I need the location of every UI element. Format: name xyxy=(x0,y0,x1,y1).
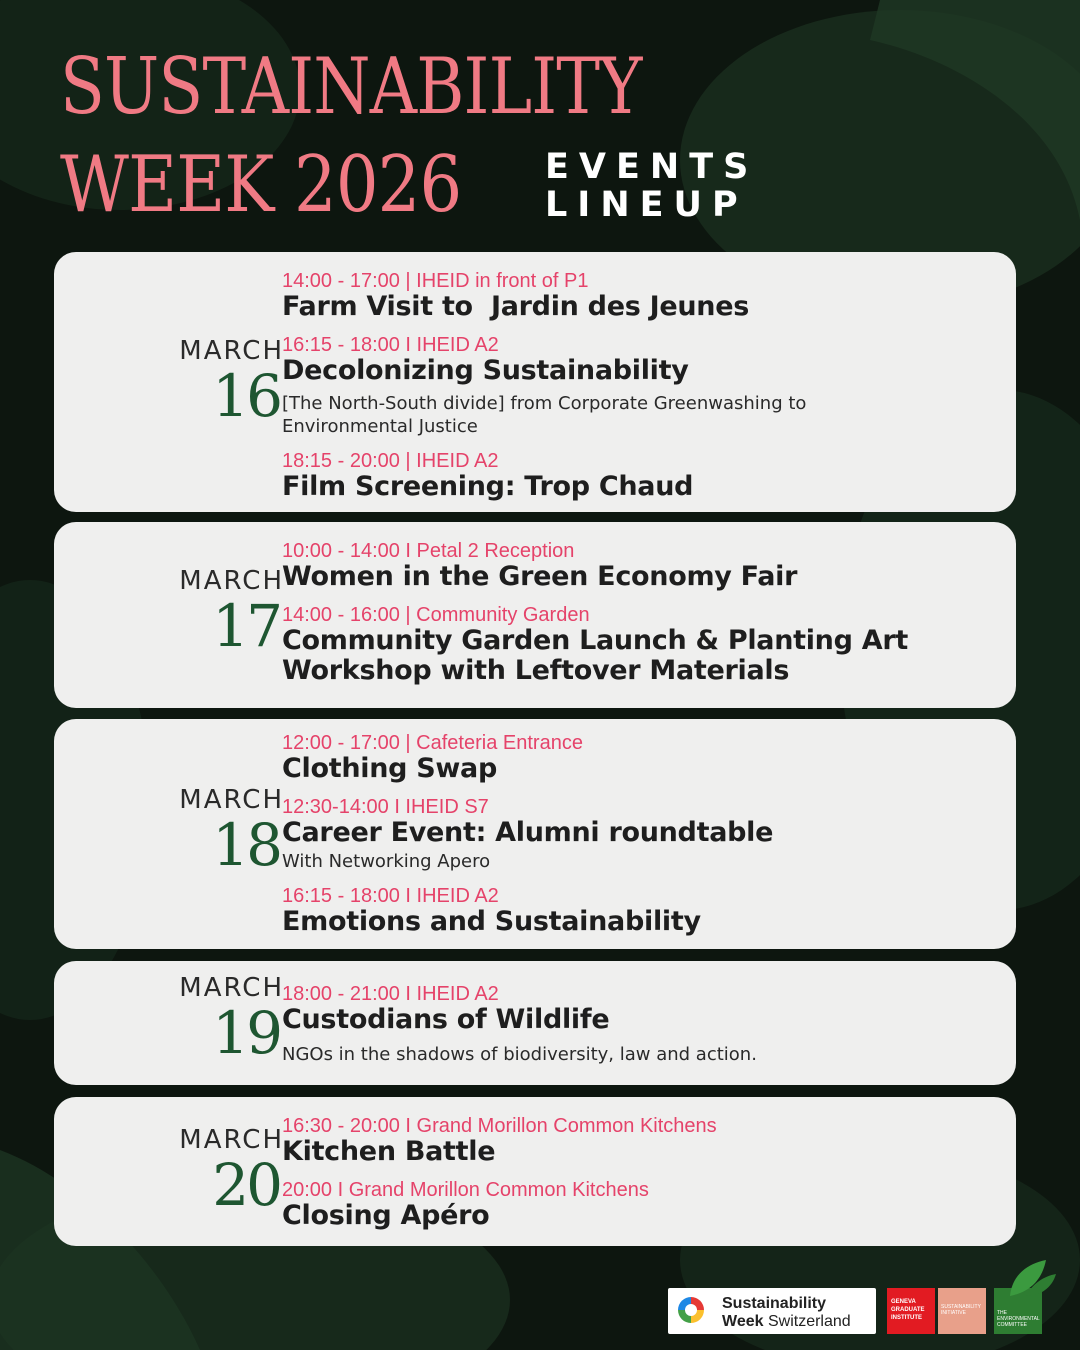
event-time-location: 16:15 - 18:00 I IHEID A2 xyxy=(282,885,499,907)
month-label: MARCH xyxy=(179,1125,284,1155)
date-block xyxy=(124,336,284,430)
event-title-line1: SUSTAINABILITY xyxy=(60,42,642,132)
month-label: MARCH xyxy=(179,336,284,366)
event-list xyxy=(282,540,986,686)
day-number: 19 xyxy=(212,999,280,1067)
event-time-location: 18:15 - 20:00 | IHEID A2 xyxy=(282,450,499,472)
event-title: Closing Apéro xyxy=(282,1200,490,1231)
event-title: Women in the Green Economy Fair xyxy=(282,561,798,592)
sw-logo-line2 xyxy=(722,1313,851,1331)
sustainability-initiative-logo: SUSTAINABILITY INITIATIVE xyxy=(938,1288,986,1334)
event-item xyxy=(282,1179,986,1231)
event-title: Film Screening: Trop Chaud xyxy=(282,471,694,502)
day-number: 16 xyxy=(212,362,280,430)
event-title: Farm Visit to Jardin des Jeunes xyxy=(282,291,749,322)
event-description: [The North-South divide] from Corporate Greenwashing to Environmental Justice xyxy=(282,393,807,437)
event-time-location: 14:00 - 16:00 | Community Garden xyxy=(282,604,590,626)
month-label: MARCH xyxy=(179,973,284,1003)
events-lineup-subtitle xyxy=(545,148,758,224)
event-time-location: 12:30-14:00 I IHEID S7 xyxy=(282,796,489,818)
event-title: Decolonizing Sustainability xyxy=(282,355,689,386)
event-description: NGOs in the shadows of biodiversity, law and action. xyxy=(282,1044,757,1065)
event-item xyxy=(282,732,986,784)
event-list xyxy=(282,1115,986,1231)
event-item xyxy=(282,450,986,502)
event-time-location: 10:00 - 14:00 I Petal 2 Reception xyxy=(282,540,575,562)
event-title: Career Event: Alumni roundtable xyxy=(282,817,774,848)
event-item xyxy=(282,540,986,592)
event-title: Clothing Swap xyxy=(282,753,497,784)
month-label: MARCH xyxy=(179,566,284,596)
day-card-march-20 xyxy=(54,1097,1016,1246)
event-time-location: 18:00 - 21:00 I IHEID A2 xyxy=(282,983,499,1005)
event-item xyxy=(282,334,986,438)
environmental-committee-logo: THE ENVIRONMENTAL COMMITTEE xyxy=(994,1288,1042,1334)
event-list xyxy=(282,732,986,937)
event-time-location: 14:00 - 17:00 | IHEID in front of P1 xyxy=(282,270,589,292)
event-list xyxy=(282,270,986,502)
event-time-location: 20:00 I Grand Morillon Common Kitchens xyxy=(282,1179,649,1201)
event-item xyxy=(282,796,986,873)
event-item xyxy=(282,885,986,937)
day-number: 20 xyxy=(212,1151,280,1219)
event-item xyxy=(282,1115,986,1167)
event-title: Emotions and Sustainability xyxy=(282,906,701,937)
event-description: With Networking Apero xyxy=(282,851,491,872)
event-title: Custodians of Wildlife xyxy=(282,1004,610,1035)
event-time-location: 16:30 - 20:00 I Grand Morillon Common Kitchens xyxy=(282,1115,717,1137)
day-card-march-18 xyxy=(54,719,1016,949)
event-title: Community Garden Launch & Planting Art Workshop with Leftover Materials xyxy=(282,625,908,686)
day-card-march-16 xyxy=(54,252,1016,512)
event-item xyxy=(282,983,986,1066)
geneva-graduate-institute-logo: GENEVA GRADUATE INSTITUTE xyxy=(887,1288,935,1334)
sustainability-week-switzerland-logo xyxy=(668,1288,876,1334)
month-label: MARCH xyxy=(179,785,284,815)
date-block xyxy=(124,1125,284,1219)
event-time-location: 16:15 - 18:00 I IHEID A2 xyxy=(282,334,499,356)
subtitle-line2: LINEUP xyxy=(545,185,748,225)
sw-logo-line1: Sustainability xyxy=(722,1295,827,1312)
event-item xyxy=(282,604,986,686)
event-title-line2: WEEK 2026 xyxy=(60,140,462,230)
event-item xyxy=(282,270,986,322)
date-block xyxy=(124,973,284,1067)
subtitle-line1: EVENTS xyxy=(545,147,759,187)
event-title: Kitchen Battle xyxy=(282,1136,496,1167)
event-time-location: 12:00 - 17:00 | Cafeteria Entrance xyxy=(282,732,583,754)
sw-logo-week: Week xyxy=(722,1313,764,1330)
day-card-march-19 xyxy=(54,961,1016,1085)
leaf-icon xyxy=(1006,1258,1058,1298)
sw-logo-switzerland: Switzerland xyxy=(767,1313,851,1330)
date-block xyxy=(124,566,284,660)
event-list xyxy=(282,983,986,1066)
day-number: 18 xyxy=(212,811,280,879)
day-number: 17 xyxy=(212,592,280,660)
day-card-march-17 xyxy=(54,522,1016,708)
sw-circle-icon xyxy=(678,1297,704,1323)
date-block xyxy=(124,785,284,879)
